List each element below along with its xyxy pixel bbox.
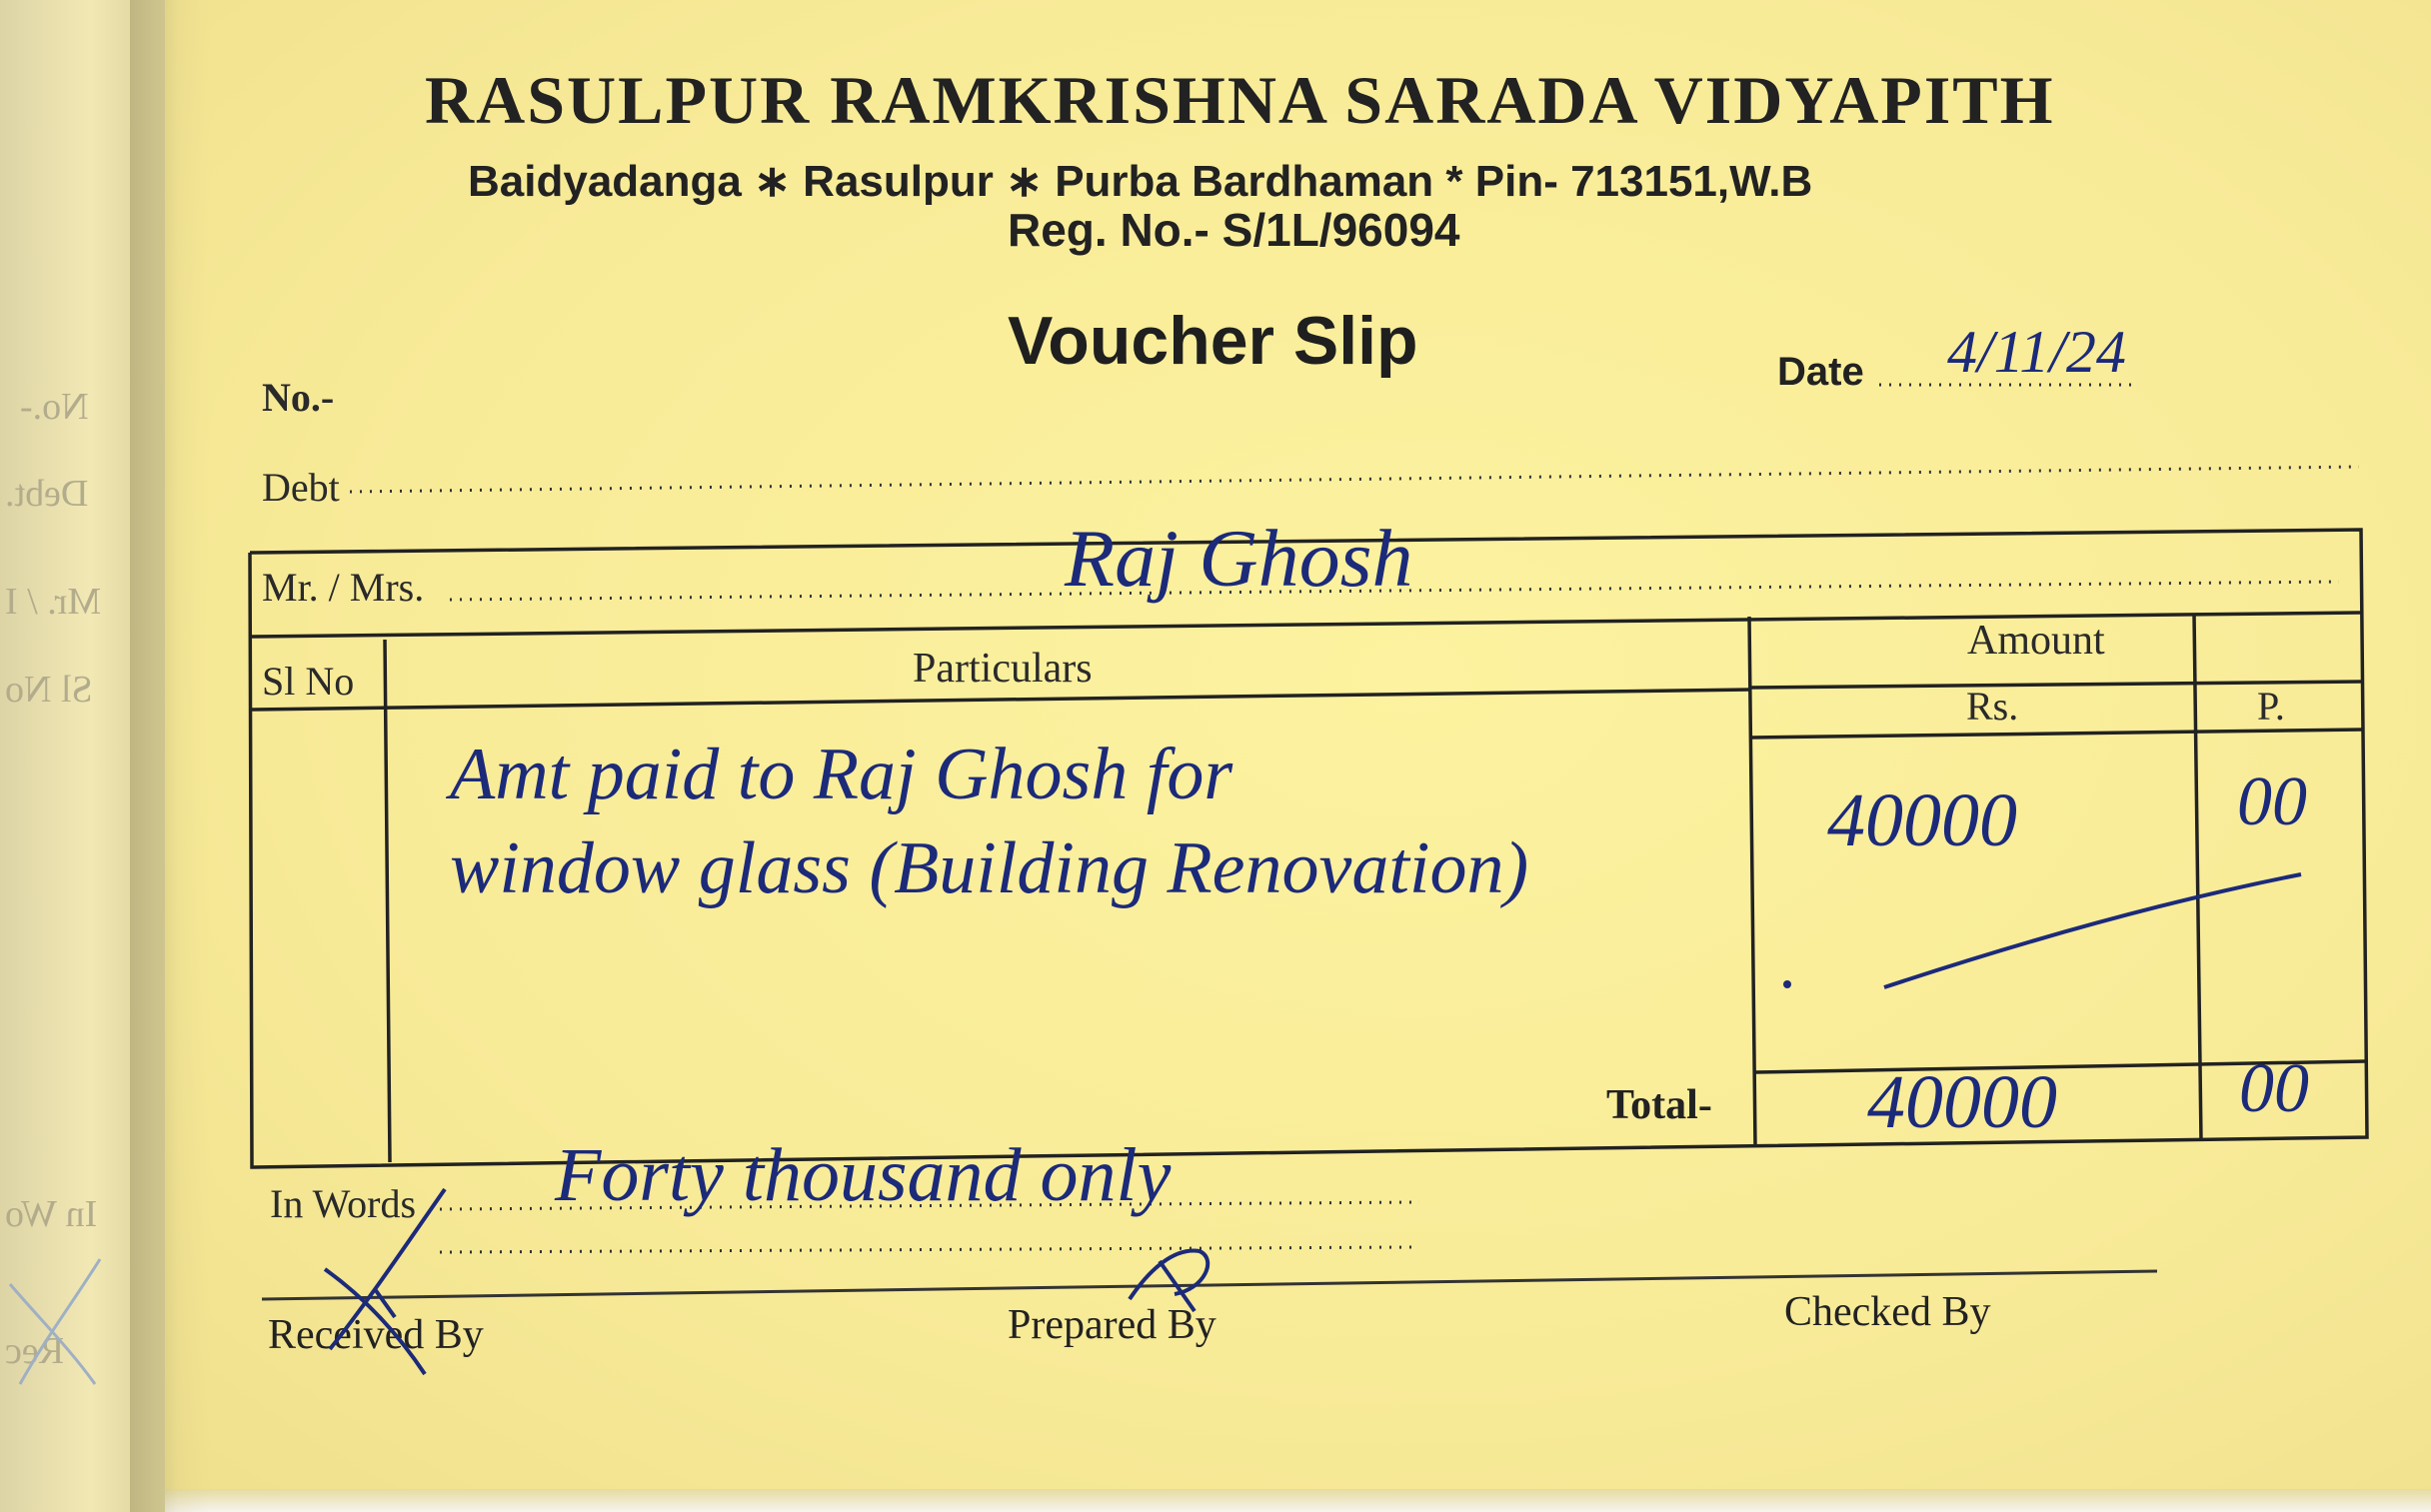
stub-label-received: Rec — [5, 1330, 65, 1372]
particulars-line-1[interactable]: Amt paid to Raj Ghosh for — [450, 734, 1233, 815]
school-name: RASULPUR RAMKRISHNA SARADA VIDYAPITH — [425, 62, 2055, 138]
slno-column-rule — [385, 640, 390, 1162]
stub-label-no: No.- — [20, 386, 89, 428]
amount-strike-line — [1884, 874, 2301, 987]
table-header-top-rule — [252, 613, 2361, 637]
amount-rs-value[interactable]: 40000 — [1827, 778, 2017, 862]
particulars-header-rule — [252, 690, 1751, 710]
p-column-rule — [2194, 614, 2201, 1141]
received-signature-mark — [325, 1189, 445, 1374]
amount-subheader-rule — [1751, 682, 2363, 688]
in-words-dotted-line-2 — [440, 1247, 1414, 1252]
in-words-value[interactable]: Forty thousand only — [555, 1133, 1172, 1217]
total-label: Total- — [1606, 1082, 1712, 1128]
particulars-header: Particulars — [913, 646, 1093, 692]
ink-dot — [1783, 980, 1791, 988]
date-label: Date — [1777, 350, 1864, 394]
in-words-label: In Words — [270, 1181, 417, 1226]
rs-column-rule — [1749, 617, 1755, 1147]
stub-label-slno: Sl No — [5, 669, 93, 711]
stub-label-debt: Debt. — [5, 473, 89, 515]
registration-number: Reg. No.- S/1L/96094 — [1008, 204, 1460, 256]
school-address: Baidyadanga ∗ Rasulpur ∗ Purba Bardhaman * Pin- 713151,W.B — [468, 157, 1813, 206]
signature-rule — [262, 1271, 2157, 1299]
particulars-line-2[interactable]: window glass (Building Renovation) — [450, 827, 1529, 909]
prepared-by-label: Prepared By — [1008, 1302, 1216, 1348]
received-by-label: Received By — [268, 1312, 484, 1358]
debt-dotted-line — [350, 467, 2359, 492]
p-header: P. — [2257, 684, 2285, 729]
voucher-title: Voucher Slip — [1008, 303, 1418, 379]
no-label: No.- — [262, 375, 335, 420]
debt-label: Debt — [262, 465, 340, 510]
rs-p-header-rule — [1751, 730, 2363, 738]
checked-by-label: Checked By — [1784, 1289, 1991, 1335]
amount-p-value[interactable]: 00 — [2237, 763, 2307, 840]
stub-label-mr: Mr. / I — [5, 581, 102, 623]
total-p-value[interactable]: 00 — [2239, 1050, 2309, 1127]
stub-signature-mark — [10, 1259, 100, 1384]
date-value[interactable]: 4/11/24 — [1947, 319, 2126, 385]
prepared-initials-mark — [1130, 1251, 1208, 1311]
sl-no-header: Sl No — [262, 659, 355, 704]
amount-header: Amount — [1967, 618, 2105, 664]
rs-header: Rs. — [1966, 684, 2019, 729]
total-rs-value[interactable]: 40000 — [1867, 1060, 2057, 1144]
stub-label-inwords: In Wo — [5, 1193, 98, 1235]
mr-mrs-label: Mr. / Mrs. — [262, 565, 425, 610]
mr-mrs-value[interactable]: Raj Ghosh — [1065, 513, 1413, 604]
